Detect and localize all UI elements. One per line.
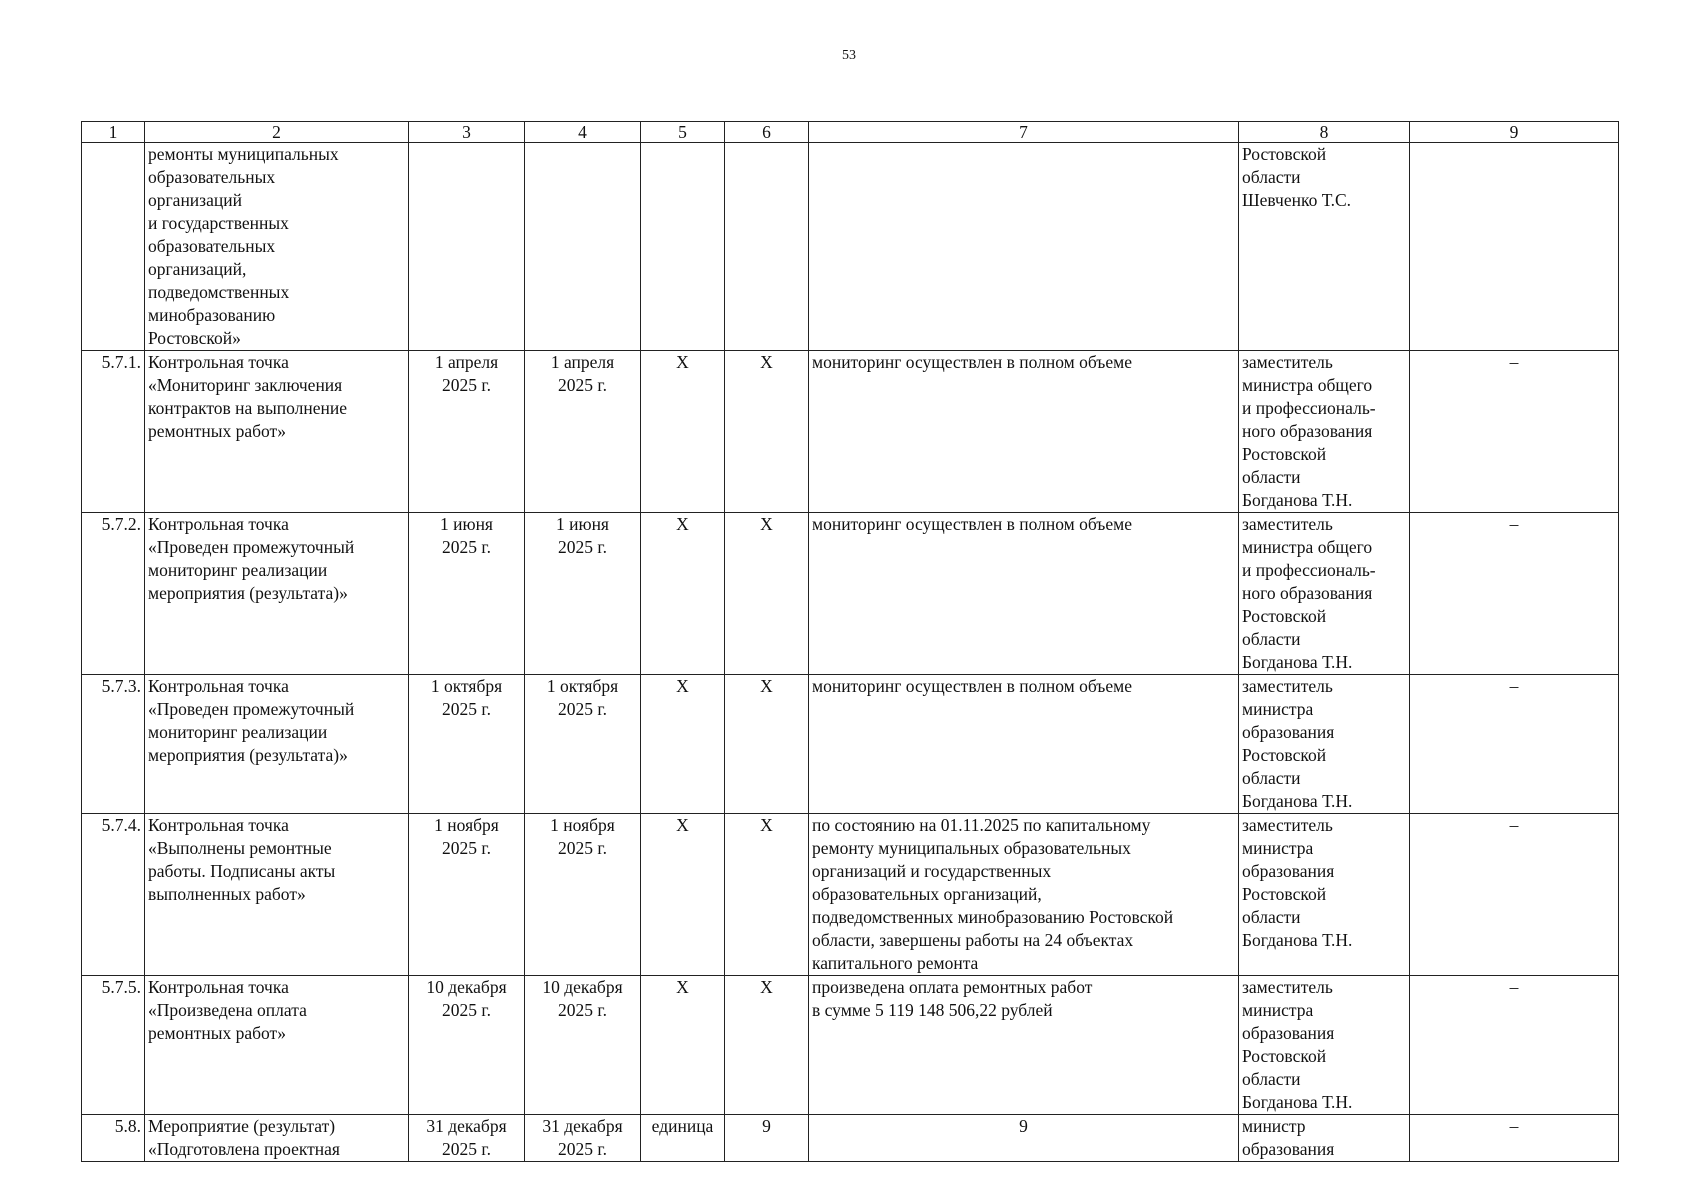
plan-value: Х [725, 351, 809, 513]
page-number: 53 [842, 48, 856, 63]
start-date [409, 143, 525, 351]
table-row [82, 675, 1619, 814]
responsible: заместитель министра образования Ростовской области Богданова Т.Н. [1239, 976, 1410, 1115]
fact-value: мониторинг осуществлен в полном объеме [809, 675, 1239, 814]
report-table [81, 121, 1619, 1162]
responsible: министр образования [1239, 1115, 1410, 1162]
row-name: Контрольная точка «Проведен промежуточный мониторинг реализации мероприятия (результата)» [145, 675, 409, 814]
row-number: 5.8. [82, 1115, 145, 1162]
end-date: 10 декабря 2025 г. [525, 976, 641, 1115]
row-name: Контрольная точка «Мониторинг заключения контрактов на выполнение ремонтных работ» [145, 351, 409, 513]
column-header: 8 [1239, 122, 1410, 143]
fact-value [809, 143, 1239, 351]
plan-value [725, 143, 809, 351]
note: – [1410, 351, 1619, 513]
fact-value: мониторинг осуществлен в полном объеме [809, 351, 1239, 513]
table-row [82, 351, 1619, 513]
fact-value: произведена оплата ремонтных работ в сумме 5 119 148 506,22 рублей [809, 976, 1239, 1115]
responsible: заместитель министра общего и профессиональ- ного образования Ростовской области Богданова Т.Н. [1239, 351, 1410, 513]
start-date: 10 декабря 2025 г. [409, 976, 525, 1115]
row-name: Контрольная точка «Произведена оплата ремонтных работ» [145, 976, 409, 1115]
start-date: 31 декабря 2025 г. [409, 1115, 525, 1162]
note: – [1410, 675, 1619, 814]
table-row [82, 1115, 1619, 1162]
start-date: 1 ноября 2025 г. [409, 814, 525, 976]
table-row [82, 143, 1619, 351]
table-row [82, 513, 1619, 675]
row-number [82, 143, 145, 351]
column-header: 5 [641, 122, 725, 143]
column-header: 1 [82, 122, 145, 143]
note: – [1410, 1115, 1619, 1162]
responsible: заместитель министра образования Ростовской области Богданова Т.Н. [1239, 675, 1410, 814]
responsible: заместитель министра общего и профессиональ- ного образования Ростовской области Богданова Т.Н. [1239, 513, 1410, 675]
end-date: 1 апреля 2025 г. [525, 351, 641, 513]
column-header: 2 [145, 122, 409, 143]
header-row [82, 122, 1619, 143]
fact-value: по состоянию на 01.11.2025 по капитальному ремонту муниципальных образовательных организаций и государственных образовательных организаций, подведомственных минобразованию Ростовской области, завершены работы на 24 объектах капитального ремонта [809, 814, 1239, 976]
row-number: 5.7.5. [82, 976, 145, 1115]
note: – [1410, 814, 1619, 976]
responsible: заместитель министра образования Ростовской области Богданова Т.Н. [1239, 814, 1410, 976]
end-date [525, 143, 641, 351]
row-number: 5.7.1. [82, 351, 145, 513]
row-name: Контрольная точка «Проведен промежуточный мониторинг реализации мероприятия (результата)» [145, 513, 409, 675]
start-date: 1 октября 2025 г. [409, 675, 525, 814]
row-number: 5.7.4. [82, 814, 145, 976]
responsible: Ростовской области Шевченко Т.С. [1239, 143, 1410, 351]
row-name: Контрольная точка «Выполнены ремонтные работы. Подписаны акты выполненных работ» [145, 814, 409, 976]
plan-value: Х [725, 814, 809, 976]
column-header: 7 [809, 122, 1239, 143]
unit: единица [641, 1115, 725, 1162]
plan-value: 9 [725, 1115, 809, 1162]
row-number: 5.7.2. [82, 513, 145, 675]
end-date: 31 декабря 2025 г. [525, 1115, 641, 1162]
table-row [82, 976, 1619, 1115]
note: – [1410, 976, 1619, 1115]
fact-value: мониторинг осуществлен в полном объеме [809, 513, 1239, 675]
unit [641, 143, 725, 351]
row-number: 5.7.3. [82, 675, 145, 814]
start-date: 1 апреля 2025 г. [409, 351, 525, 513]
end-date: 1 ноября 2025 г. [525, 814, 641, 976]
unit: Х [641, 976, 725, 1115]
row-name: ремонты муниципальных образовательных организаций и государственных образовательных организаций, подведомственных минобразованию Ростовской» [145, 143, 409, 351]
note [1410, 143, 1619, 351]
start-date: 1 июня 2025 г. [409, 513, 525, 675]
row-name: Мероприятие (результат) «Подготовлена проектная [145, 1115, 409, 1162]
end-date: 1 октября 2025 г. [525, 675, 641, 814]
column-header: 9 [1410, 122, 1619, 143]
table-row [82, 814, 1619, 976]
unit: Х [641, 814, 725, 976]
column-header: 4 [525, 122, 641, 143]
unit: Х [641, 675, 725, 814]
plan-value: Х [725, 675, 809, 814]
column-header: 3 [409, 122, 525, 143]
end-date: 1 июня 2025 г. [525, 513, 641, 675]
note: – [1410, 513, 1619, 675]
fact-value: 9 [809, 1115, 1239, 1162]
plan-value: Х [725, 513, 809, 675]
plan-value: Х [725, 976, 809, 1115]
column-header: 6 [725, 122, 809, 143]
unit: Х [641, 351, 725, 513]
unit: Х [641, 513, 725, 675]
